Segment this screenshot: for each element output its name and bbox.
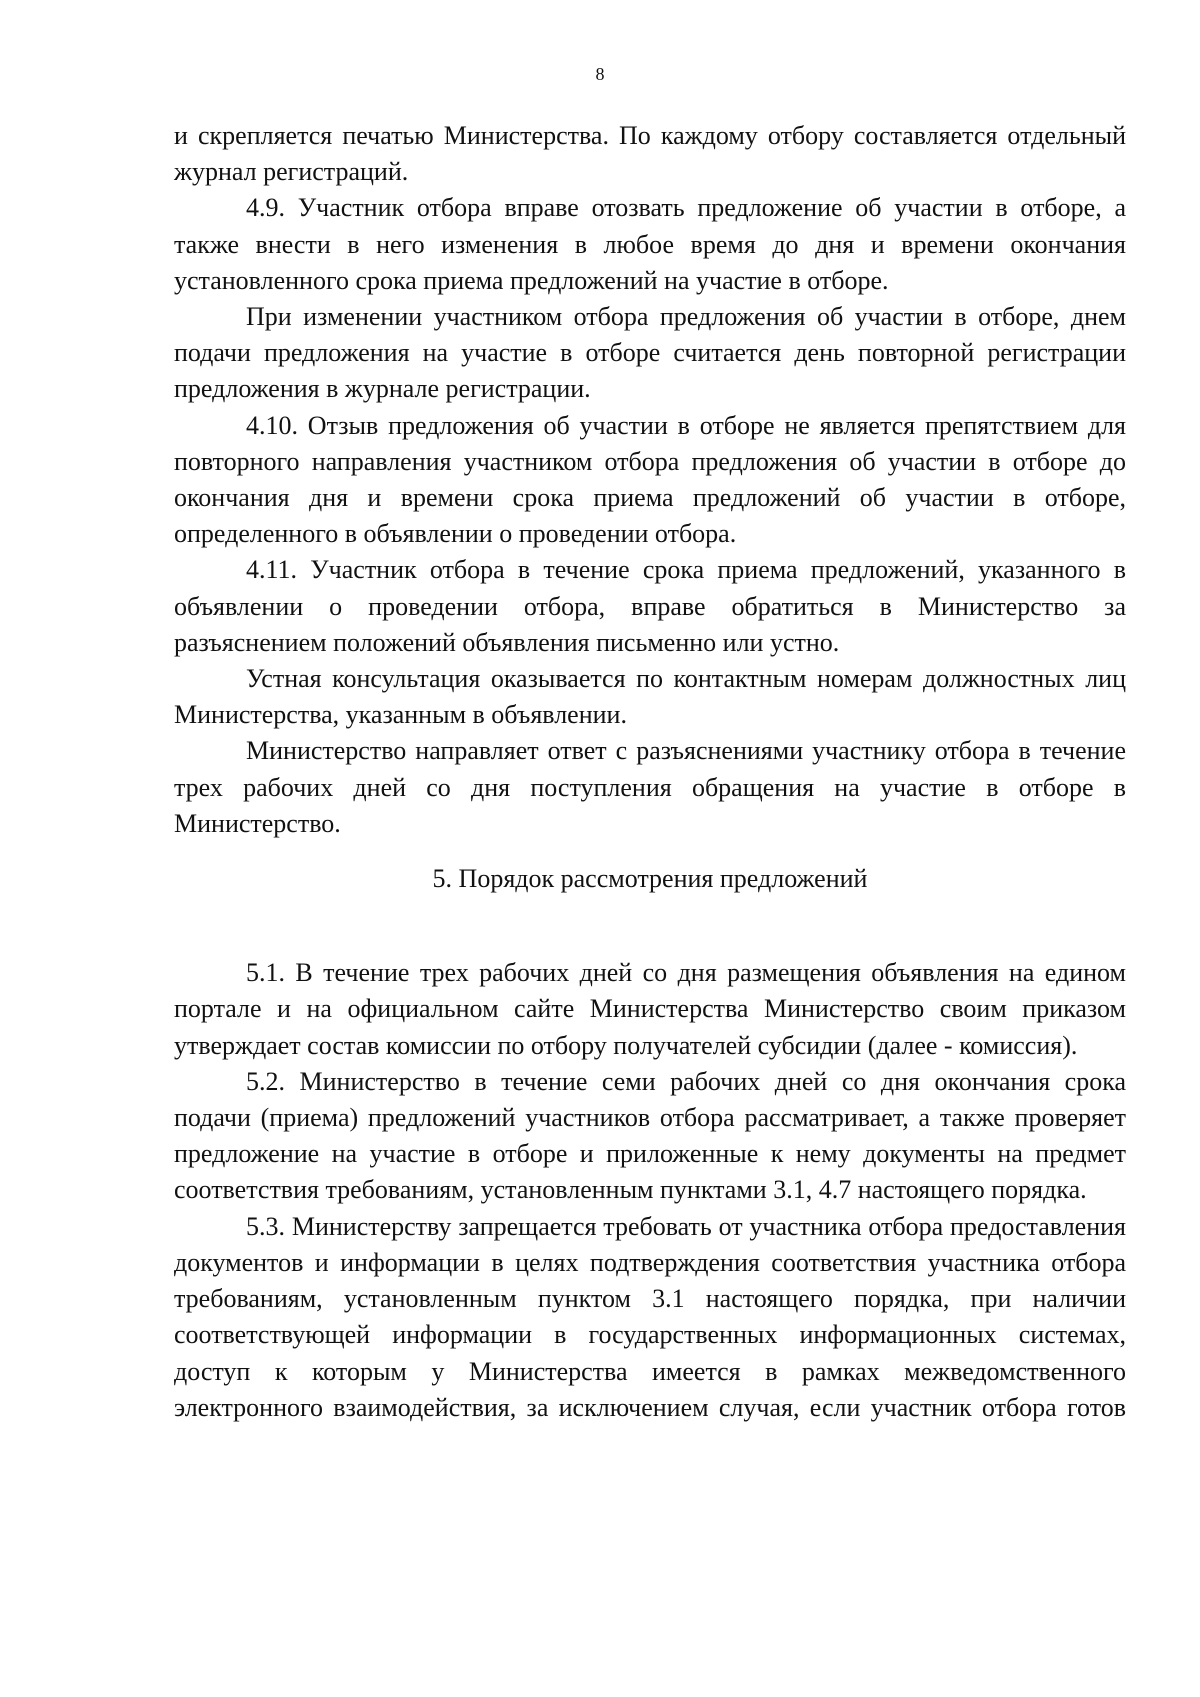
document-body (174, 118, 1126, 1426)
paragraph-4-10: 4.10. Отзыв предложения об участии в отборе не является препятствием для повторного направления участником отбора предложения об участии в отборе до окончания дня и времени срока приема предложений об участии в отборе, определенного в объявлении о проведении отбора. (174, 410, 1126, 549)
paragraph: и скрепляется печатью Министерства. По каждому отбору составляется отдельный журнал регистраций. (174, 121, 1126, 187)
paragraph-4-9: 4.9. Участник отбора вправе отозвать предложение об участии в отборе, а также внести в него изменения в любое время до дня и времени окончания установленного срока приема предложений на участие в отборе. (174, 193, 1126, 295)
paragraph-5-3: 5.3. Министерству запрещается требовать от участника отбора предоставления документов и информации в целях подтверждения соответствия участника отбора требованиям, установленным пунктом 3.1 настоящего порядка, при наличии соответствующей информации в государственных информационных системах, доступ к которым у Министерства имеется в рамках межведомственного электронного взаимодействия, за исключением случая, если участник отбора готов (174, 1211, 1126, 1422)
paragraph-5-2: 5.2. Министерство в течение семи рабочих дней со дня окончания срока подачи (приема) предложений участников отбора рассматривает, а также проверяет предложение на участие в отборе и приложенные к нему документы на предмет соответствия требованиям, установленным пунктами 3.1, 4.7 настоящего порядка. (174, 1066, 1126, 1205)
page-number: 8 (595, 64, 605, 84)
section-5 (174, 955, 1126, 1426)
paragraph: Министерство направляет ответ с разъяснениями участнику отбора в течение трех рабочих дней со дня поступления обращения на участие в отборе в Министерство. (174, 736, 1126, 838)
paragraph: При изменении участником отбора предложения об участии в отборе, днем подачи предложения на участие в отборе считается день повторной регистрации предложения в журнале регистрации. (174, 302, 1126, 404)
section-heading: 5. Порядок рассмотрения предложений (432, 864, 868, 894)
paragraph: Устная консультация оказывается по контактным номерам должностных лиц Министерства, указанным в объявлении. (174, 664, 1126, 730)
paragraph-5-1: 5.1. В течение трех рабочих дней со дня размещения объявления на едином портале и на официальном сайте Министерства Министерство своим приказом утверждает состав комиссии по отбору получателей субсидии (далее - комиссия). (174, 958, 1126, 1060)
section-4-continuation (174, 118, 1126, 842)
paragraph-4-11: 4.11. Участник отбора в течение срока приема предложений, указанного в объявлении о проведении отбора, вправе обратиться в Министерство за разъяснением положений объявления письменно или устно. (174, 555, 1126, 657)
